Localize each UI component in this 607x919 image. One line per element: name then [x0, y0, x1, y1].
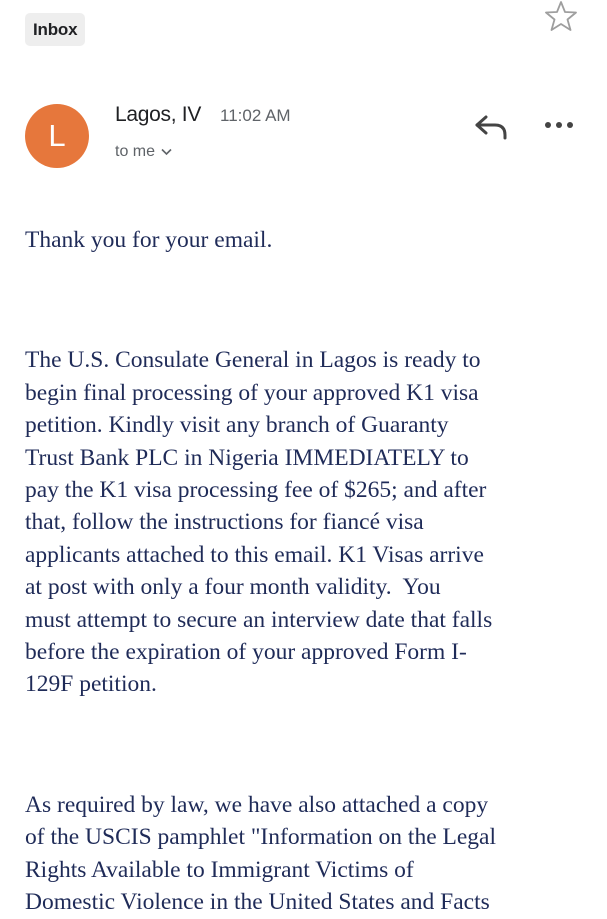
body-line: As required by law, we have also attached a copy	[25, 791, 489, 818]
body-line: pay the K1 visa processing fee of $265; and after	[25, 477, 487, 504]
recipient-label: to me	[115, 143, 156, 160]
body-line: Domestic Violence in the United States and Facts	[25, 889, 490, 916]
body-line: petition. Kindly visit any branch of Guaranty	[25, 412, 449, 439]
body-line: at post with only a four month validity. You	[25, 574, 441, 601]
body-paragraph-greeting: Thank you for your email.	[25, 227, 273, 253]
folder-label-chip[interactable]: Inbox	[25, 13, 85, 46]
body-line: Rights Available to Immigrant Victims of	[25, 856, 414, 883]
reply-icon[interactable]	[473, 112, 509, 140]
body-line: must attempt to secure an interview date that falls	[25, 606, 493, 633]
sender-name[interactable]: Lagos, IV	[115, 103, 202, 126]
body-line: 129F petition.	[25, 671, 157, 698]
body-line: The U.S. Consulate General in Lagos is ready to	[25, 347, 481, 374]
star-icon[interactable]	[543, 0, 579, 31]
body-line: Trust Bank PLC in Nigeria IMMEDIATELY to	[25, 444, 469, 471]
message-header	[0, 90, 607, 180]
body-line: of the USCIS pamphlet "Information on the Legal	[25, 824, 497, 851]
body-line: applicants attached to this email. K1 Visas arrive	[25, 541, 484, 568]
chevron-down-icon	[161, 148, 172, 156]
sent-time: 11:02 AM	[220, 106, 291, 125]
body-line: begin final processing of your approved K1 visa	[25, 379, 479, 406]
top-bar	[0, 0, 607, 60]
recipient-toggle[interactable]	[115, 143, 172, 161]
body-paragraph-instructions	[25, 344, 600, 700]
body-line: that, follow the instructions for fiancé visa	[25, 509, 424, 536]
avatar[interactable]: L	[25, 104, 89, 168]
body-paragraph-legal-notice	[25, 789, 600, 919]
more-horizontal-icon[interactable]	[543, 120, 575, 130]
email-body	[25, 224, 600, 919]
body-line: before the expiration of your approved Form I-	[25, 639, 467, 666]
